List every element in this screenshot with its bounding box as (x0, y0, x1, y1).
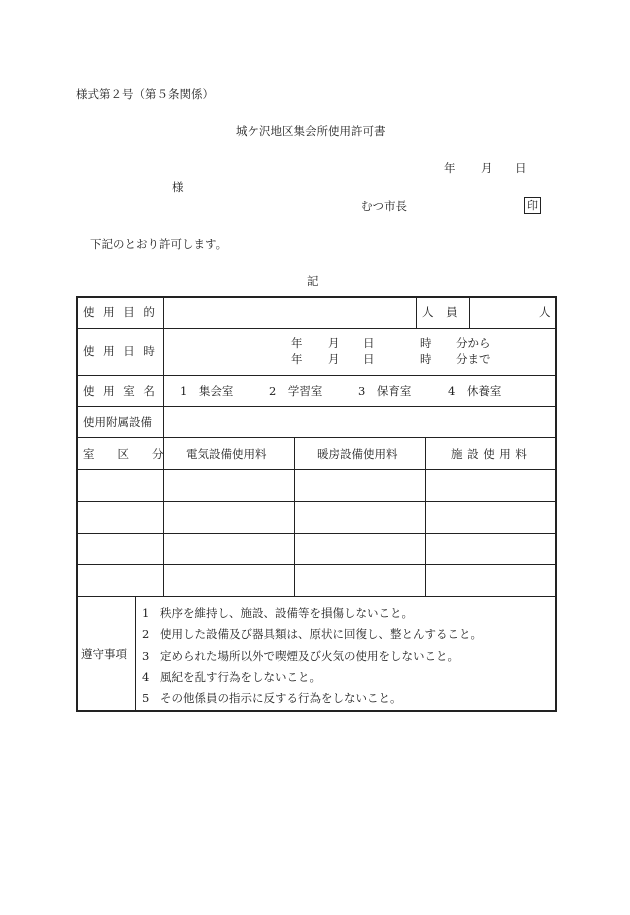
form-number: 様式第２号（第５条関係） (76, 87, 214, 101)
rule-text: 風紀を乱す行為をしないこと。 (160, 670, 321, 684)
date-day-label: 日 (515, 161, 527, 175)
room-label: 使用室名 (83, 384, 164, 398)
rule-text: 定められた場所以外で喫煙及び火気の使用をしないこと。 (160, 649, 459, 663)
permit-form-table (76, 296, 557, 712)
rules-label: 遵守事項 (81, 647, 127, 661)
seal-mark: 印 (524, 197, 541, 214)
fee-header-room: 室 区 分 (83, 447, 164, 461)
rule-number: 2 (142, 627, 150, 641)
ki-heading: 記 (307, 274, 319, 288)
fee-header-heating: 暖房設備使用料 (317, 447, 398, 461)
fee-divider (294, 437, 295, 596)
end-hour: 時 (420, 352, 432, 366)
room-option: 1 集会室 (180, 384, 234, 398)
row-line (76, 533, 557, 534)
date-month-label: 月 (481, 161, 493, 175)
rule-number: 5 (142, 691, 150, 705)
start-year: 年 (291, 336, 303, 350)
end-month: 月 (328, 352, 340, 366)
room-option: 2 学習室 (269, 384, 323, 398)
rule-number: 4 (142, 670, 150, 684)
end-day: 日 (363, 352, 375, 366)
rule-text: 秩序を維持し、施設、設備等を損傷しないこと。 (160, 606, 413, 620)
rules-divider (135, 596, 136, 712)
start-month: 月 (328, 336, 340, 350)
fee-header-electric: 電気設備使用料 (186, 447, 267, 461)
rule-number: 3 (142, 649, 150, 663)
datetime-label: 使用日時 (83, 344, 164, 358)
row-line (76, 596, 557, 597)
row-line (76, 375, 557, 376)
start-minute: 分から (456, 336, 491, 350)
issuer: むつ市長 (361, 199, 407, 213)
fee-header-facility: 施設使用料 (451, 447, 532, 461)
start-day: 日 (363, 336, 375, 350)
purpose-label: 使用目的 (83, 305, 164, 319)
addressee-suffix: 様 (172, 180, 184, 194)
equipment-label: 使用附属設備 (83, 415, 152, 429)
date-year-label: 年 (444, 161, 456, 175)
persons-divider (416, 296, 417, 328)
persons-unit: 人 (539, 305, 551, 319)
end-minute: 分まで (456, 352, 491, 366)
persons-label: 人員 (422, 305, 471, 319)
room-option: 3 保育室 (358, 384, 412, 398)
start-hour: 時 (420, 336, 432, 350)
row-line (76, 501, 557, 502)
fee-divider (425, 437, 426, 596)
end-year: 年 (291, 352, 303, 366)
intro-text: 下記のとおり許可します。 (90, 237, 228, 251)
row-line (76, 469, 557, 470)
rule-text: その他係員の指示に反する行為をしないこと。 (160, 691, 402, 705)
rule-number: 1 (142, 606, 150, 620)
document-title: 城ケ沢地区集会所使用許可書 (236, 124, 386, 138)
room-option: 4 休養室 (448, 384, 502, 398)
row-line (76, 564, 557, 565)
rule-text: 使用した設備及び器具類は、原状に回復し、整とんすること。 (160, 627, 482, 641)
row-line (76, 437, 557, 438)
row-line (76, 406, 557, 407)
row-line (76, 328, 557, 329)
label-divider (163, 296, 164, 596)
